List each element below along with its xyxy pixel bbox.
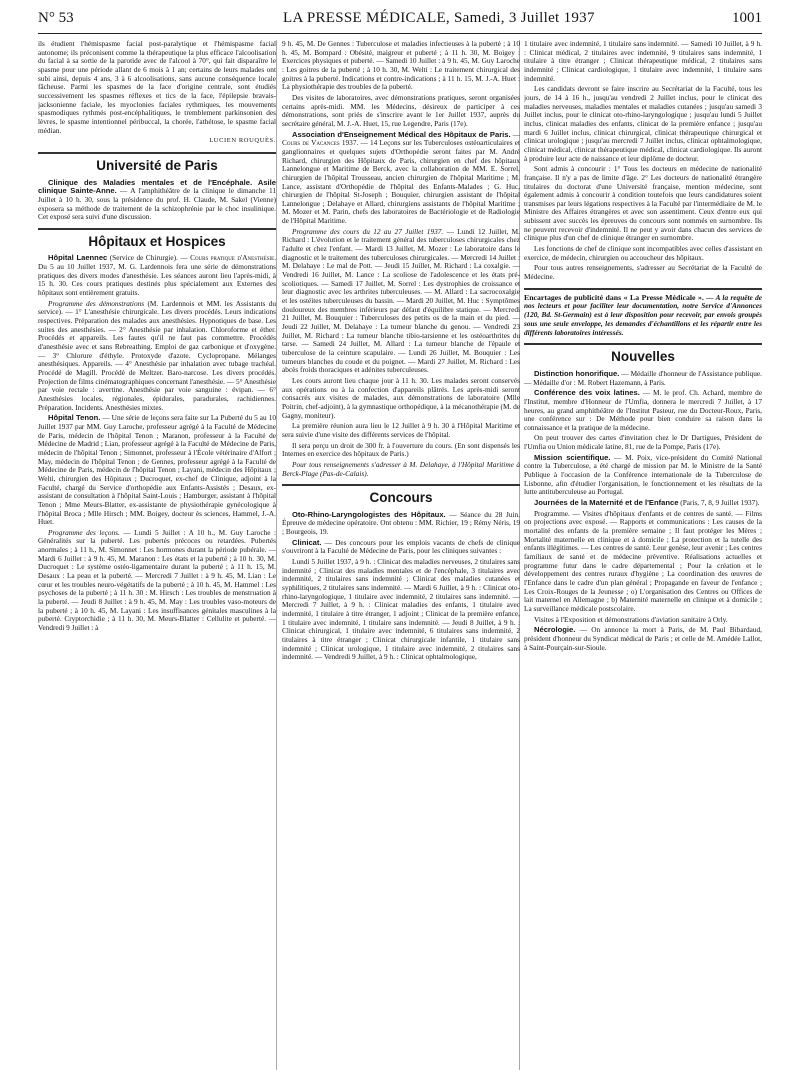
advert-heading: Encartages de publicité dans « La Presse Médicale ». [524, 292, 704, 302]
item-heading: Hôpital Laennec [48, 253, 108, 263]
section-rule [524, 288, 762, 290]
item-text: — Lundi 5 Juillet : A 10 h., M. Guy Laroche : Généralités sur la puberté. Les pubertés précoces ou retardées. Pubertés anormales ; à 11 h., M. Simonnet : Les hormones durant la période pubérale. — Mardi 6 Juillet : à 9 h. 45, M. Maranon : Les états et la puberté ; à 10 h. 30, M. Ducroquet : Le système ostéo-ligamentaire durant la puberté ; à 11 h. 15, M. Desaux : La peau et la puberté. — Mercredi 7 Juillet : à 9 h. 45, M. Lian : Le cœur et les troubles neuro-végétatifs de la puberté ; à 10 h. 45, M. Hammel : Les psychoses de la puberté ; à 11 h. 30 : M. Hirsch : Les troubles de menstruation à la puberté. — Jeudi 8 Juillet : à 9 h. 45, M. May : Les troubles vaso-moteurs de la puberté ; à 10 h. 45, M. Layani : Les insuffisances génitales masculines à la puberté. Cryptorchidie ; à 11 h. 30, M. Meurs-Blatter : Cellulite et puberté. — Vendredi 9 Juillet : à [38, 527, 276, 633]
article-text: 1 titulaire avec indemnité, 1 titulaire sans indemnité. — Samedi 10 Juillet, à 9 h. : Clinicat médical, 2 titulaires avec indemnité, 9 titulaires sans indemnité, 1 titulaire à titre étranger ; Clinicat thérapeutique médical, 2 titulaires sans indemnité ; Clinicat cardiologique, 1 titulaire avec indemnité, 1 titulaire sans indemnité. [524, 40, 762, 83]
article-text: Visites à l'Exposition et démonstrations d'aviation sanitaire à Orly. [534, 614, 728, 624]
section-title-nouvelles: Nouvelles [611, 349, 675, 365]
section-rule [524, 343, 762, 345]
item-heading: Oto-Rhino-Laryngologistes des Hôpitaux. [292, 509, 446, 519]
article-text: On peut trouver des cartes d'invitation chez le Dr Dartigues, Président de l'Umfia ou Union médicale latine, 81, rue de la Pompe, Paris (17e). [524, 433, 762, 452]
item-subheading: (Paris, 7, 8, 9 Juillet 1937). [680, 498, 760, 508]
article-text: ils étudient l'hémispasme facial post-paralytique et l'hémispasme facial autonome; ils préconisent comme la thérapeutique la plus efficace l'alcoolisation du facial à sa sortie de la parotide avec de l'alcool à 70°, qui fait disparaître le spasme pour une période allant de 6 mois à 1 an; certains de leurs malades ont subi ainsi, depuis 4 ans, 3 à 6 alcoolisations, sans aucune conséquence locale fâcheuse. Parmi les spasmes de la face d'origine centrale, sont étudiés successivement les spasmes réflexes et tics de la face, l'épilepsie bravais-jacksonienne faciale, les myoclonies faciales rythmiques, les mouvements spasmodiques rythmés post-encéphalitiques, le tremblement parkinsonien des lèvres, le spasme intentionnel péribuccal, la chorée, l'athétose, le spasme facial médian. [38, 40, 276, 135]
journal-title: LA PRESSE MÉDICALE, Samedi, 3 Juillet 1937 [283, 10, 595, 26]
article-text: La première réunion aura lieu le 12 Juillet à 9 h. 30 à l'Hôpital Maritime et sera suivie d'une visite des différents services de l'hôpital. [282, 421, 520, 439]
programme-label: Programme des cours du 12 au 27 Juillet 1937. [292, 226, 444, 236]
item-text: — M. le prof. Ch. Achard, membre de l'Institut, membre d'Honneur de l'Umfia, donnera le mercredi 7 Juillet, à 17 heures, au grand amphithéâtre de l'Institut Pasteur, rue du Docteur-Roux, Paris, une conférence sur : De Méthode pour bien conduire sa raison dans la connaissance et la pratique de la médecine. [524, 388, 762, 432]
section-rule [38, 228, 276, 230]
item-text: — Lundi 12 Juillet, M. Richard : L'évolution et le traitement général des tuberculoses chirurgicales chez l'adulte et chez l'enfant. — Mardi 13 Juillet, M. Mozer : Le laboratoire dans le diagnostic et le traitement des tuberculoses chirurgicales. — Mercredi 14 Juillet : M. Delahaye : Le mal de Pott. — Jeudi 15 Juillet, M. Richard : La coxalgie. — Vendredi 16 Juillet, M. Lance : La scoliose de l'adolescence et les états pré-scoliotiques. — Samedi 17 Juillet, M. Sorrel : Les dystrophies de croissance et leur diagnostic avec les arthrites tuberculeuses. — M. Allard : La sacrocoxalgie et les ostéites tuberculeuses du bassin. — Mardi 20 Juillet, M. Huc : Symptômes douloureux des membres inférieurs par défaut d'équilibre statique. — Mercredi 21 Juillet, M. Bouquier : Tuberculoses des petits os de la main et du pied. — Jeudi 22 Juillet, M. Delahaye : La tumeur blanche du genou. — Vendredi 23 Juillet, M. Richard : La tumeur blanche tibio-tarsienne et les ostéoarthrites du tarse. — Samedi 24 Juillet, M. Allard : La tumeur blanche de l'épaule et tuberculose de la ceinture scapulaire. — Lundi 26 Juillet, M. Bouquier : Les tumeurs blanches du coude et du poignet. — Mardi 27 Juillet, M. Richard : Les abcès froids thoraciques et adénites tuberculeuses. [282, 226, 520, 375]
item-text: — Des concours pour les emplois vacants de chefs de clinique s'ouvriront à la Faculté de Médecine de Paris, pour les cliniques suivantes : [282, 537, 520, 556]
item-text: — A l'amphithéâtre de la clinique le dimanche 11 Juillet à 10 h. 30, sous la présidence du prof. H. Claude, M. Sakel (Vienne) exposera sa méthode de traitement de la schizophrénie par le choc insulinique. Cet exposé sera suivi d'une discussion. [38, 186, 276, 222]
item-heading: Journées de la Maternité et de l'Enfance [534, 498, 679, 508]
section-title-hopitaux: Hôpitaux et Hospices [88, 233, 226, 249]
article-text: 9 h. 45, M. De Gennes : Tuberculose et maladies infectieuses à la puberté ; à 10 h. 45, M. Bompard : Obésité, maigreur et puberté ; à 11 h. 30, M. Boigey : Exercices physiques et puberté. — Samedi 10 Juillet : à 9 h. 45, M. Guy Laroche : Les goitres de la puberté ; à 10 h. 30, M. Welti : Le traitement chirurgical des goitres à la puberté. Indications et contre-indications ; à 11 h. 15, M. J.-A. Huet : La physiothérapie des troubles de la puberté. [282, 40, 520, 92]
article-text: Programme. — Visites d'hôpitaux d'enfants et de centres de santé. — Films on projections avec exposé. — Rapports et communications : Les causes de la mortalité des enfants de la première semaine ; Il faut protéger les Mères ; Mortalité maternelle en clinique et à domicile ; La protection et la tutelle des enfants illégitimes. — Les centres de santé. Leur genèse, leur avenir ; Les centres familiaux de santé et de médecine préventive. Réalisations actuelles et programme futur dans le cadre départemental ; Pour la création et le développement des centres ruraux d'hygiène ; La coordination des œuvres de l'Enfance dans le cadre d'un plan général ; Propagande en faveur de l'enfance ; Les Croix-Rouges de la Jeunesse ; o) L'organisation des Centres ou Offices de lait maternel en Allemagne ; b) Maternité maternelle en clinique et à domicile ; La surveillance médicale postscolaire. [524, 508, 762, 613]
article-text: Pour tous autres renseignements, s'adresser au Secrétariat de la Faculté de Médecine. [524, 263, 762, 282]
page-header [38, 10, 762, 32]
item-heading: Association d'Enseignement Médical des Hôpitaux de Paris. [292, 129, 511, 139]
author-signature: LUCIEN ROUQUÈS. [209, 137, 276, 145]
section-title-concours: Concours [369, 490, 433, 506]
item-text: — Une série de leçons sera faite sur La Puberté du 5 au 10 Juillet 1937 par MM. Guy Laroche, professeur agrégé à la Faculté de Médecine de Paris, médecin de l'hôpital Tenon ; Maranon, professeur à la Faculté de Médecine de Madrid ; Lian, professeur agrégé à la Faculté de Médecine de Paris, médecin de l'hôpital Tenon ; Simonnet, professeur à l'École vétérinaire d'Alfort ; May, médecin de l'hôpital Tenon ; de Gennes, professeur agrégé à la Faculté de Médecine de Paris, médecin de l'hôpital Tenon ; Layani, médecin des Hôpitaux ; Welti, chirurgien des Hôpitaux ; Ducroquet, ex-chef de Clinique, adjoint à la Faculté, chargé du Service d'orthopédie aux Enfants-Assistés ; Desaux, ex-assistant de consultation à l'hôpital Saint-Louis ; Hamburger, assistant à l'hôpital Tenon ; Mme Meurs-Blatter, ex-assistante de physiothérapie gynécologique à l'hôpital Broca ; Mlle Hirsch ; MM. Boigey, docteur ès sciences, Hammel, J.-A. Huet. [38, 413, 276, 527]
item-text: — Médaille d'honneur de l'Assistance publique. — Médaille d'or : M. Robert Hazemann, à Paris. [524, 368, 762, 387]
item-text: — M. Poix, vice-président du Comité National contre la Tuberculose, a été chargé de mission par M. le Ministre de la Santé Publique à l'occasion de la Conférence internationale de la Tuberculose de Lisbonne, afin d'étudier l'organisation, le fonctionnement et les résultats de la lutte antituberculeuse au Portugal. [524, 452, 762, 497]
article-text: Les cours auront lieu chaque jour à 11 h. 30. Les malades seront conservés aux opérations ou à la confection d'appareils plâtrés. Les après-midi seront consacrés aux visites de malades, aux démonstrations de laboratoire (Mlle Poitrin, chef-adjoint), à la gymnastique orthopédique, à la mécanothérapie (M. de Gagny, moniteur). [282, 375, 520, 420]
item-heading: Distinction honorifique. [534, 368, 620, 378]
column-1 [38, 40, 276, 1070]
column-divider [276, 40, 277, 1070]
article-text: Les candidats devront se faire inscrire au Secrétariat de la Faculté, tous les jours, de 14 à 16 h., jusqu'au vendredi 2 Juillet inclus, pour le clinicat des maladies nerveuses, maladies mentales et maladies cutanées ; jusqu'au samedi 3 Juillet inclus, pour le clinicat oto-rhino-laryngologique ; jusqu'au lundi 5 Juillet inclus, clinicat maladies des enfants, clinicat de la première enfance ; jusqu'au mardi 6 Juillet inclus, clinicat chirurgical, clinicat thérapeutique chirurgical et clinicat urologique ; jusqu'au mercredi 7 Juillet inclus, clinicat ophtalmologique, clinicat médical, clinicat thérapeutique médical, clinicat cardiologique. Ils auront à produire leur acte de naissance et leur diplôme de docteur. [524, 84, 762, 163]
issue-number: N° 53 [38, 10, 74, 26]
section-title-universite: Université de Paris [96, 157, 218, 173]
item-heading: Clinique des Maladies mentales et de l'Encéphale. Asile clinique Sainte-Anne. [38, 177, 276, 196]
section-rule [282, 484, 520, 486]
item-text: Du 5 au 10 Juillet 1937, M. G. Lardennois fera une série de démonstrations pratiques des divers modes d'anesthésie. Les séances auront lieu l'après-midi, à 15 h. 30. Ces cours pratiques destinés plus spécialement aux Externes des hôpitaux sont entièrement gratuits. [38, 262, 276, 298]
article-text: Les fonctions de chef de clinique sont incompatibles avec celles d'assistant en exercice, de médecin, chirurgien ou accoucheur des hôpitaux. [524, 244, 762, 262]
article-text: Il sera perçu un droit de 300 fr. à l'ouverture du cours. (En sont dispensés les Internes en exercice des hôpitaux de Paris.) [282, 440, 520, 459]
article-text: Des visites de laboratoires, avec démonstrations pratiques, seront organisées certains après-midi. MM. les Médecins, désireux de participer à ces démonstrations, sont priés de s'inscrire avant le 1er Juillet 1937, auprès du secrétaire général, M. J.-A. Huet, 15, rue Legendre, Paris (17e). [282, 92, 520, 128]
programme-label: Programme des leçons. [48, 527, 120, 537]
item-heading: Conférence des voix latines. [534, 388, 640, 398]
item-subheading: (Service de Chirurgie). [109, 253, 178, 263]
item-heading: Nécrologie. [534, 625, 576, 635]
article-text: Pour tous renseignements s'adresser à M. Delahaye, à l'Hôpital Maritime à Berck-Plage (Pas-de-Calais). [282, 459, 520, 478]
item-heading: Mission scientifique. [534, 452, 611, 462]
item-subheading: — Cours pratique d'Anesthésie. [180, 253, 276, 263]
item-heading: Hôpital Tenon. [48, 413, 101, 423]
column-2 [282, 40, 520, 1070]
item-text: — 14 Leçons sur les Tuberculoses ostéoarticulaires et ganglionnaires et quelques sujets d'Orthopédie seront faites par M. André Richard, chirurgien des Hôpitaux de Paris, chirurgien en chef des hôpitaux Lannelongue et Maritime de Berck, avec la collaboration de MM. E. Sorrel, chirurgien de l'hôpital Trousseau, ancien chirurgien de l'hôpital Maritime ; M. Lance, assistant d'Orthopédie de l'hôpital des Enfants-Malades ; G. Huc, chirurgien de l'hôpital St-Joseph ; Bouquier, chirurgien assistant de l'hôpital Lannelongue ; Delahaye et Allard, chirurgiens assistants de l'hôpital Maritime ; M. Mozer et M. Parin, chefs des laboratoires de Bactériologie et de Radiologie de l'Hôpital Maritime. [282, 138, 520, 226]
column-3 [524, 40, 762, 1070]
article-text: Sont admis à concourir : 1° Tous les docteurs en médecine de nationalité française. Il n'y a pas de limite d'âge. 2° Les docteurs de nationalité étrangère titulaires du doctorat d'une Université française, mention médecine, sont également admis à concourir à condition toutefois que leurs candidatures soient transmises par leurs légations respectives à la Faculté par l'intermédiaire de M. le Ministre des Affaires étrangères et avec son assentiment. Ceux d'entre eux qui subissent avec succès les épreuves du concours sont nommés en surnombre. Ils ne peuvent recevoir d'indemnité. Il ne peut y avoir dans chacun des services de clinique plus d'un chef de clinique étranger en surnombre. [524, 164, 762, 243]
item-heading: Clinicat. [292, 537, 322, 547]
page-number: 1001 [732, 10, 762, 26]
section-rule [38, 152, 276, 154]
header-rule [38, 33, 762, 34]
item-text: — Séance du 28 Juin. Épreuve de médecine opératoire. Ont obtenu : MM. Richier, 19 ; Rémy Néris, 19 ; Bourgeois, 19. [282, 509, 520, 537]
programme-label: Programme des démonstrations [48, 298, 145, 308]
item-text: — On annonce la mort à Paris, de M. Paul Bibardaud, président d'honneur du Syndicat médical de Paris ; et celle de M. Amédée Lallot, à Saint-Pourçain-sur-Sioule. [524, 625, 762, 652]
item-subheading: — Cours de Vacances 1937. [282, 129, 520, 148]
item-text: (M. Lardennois et MM. les Assistants du service). — 1° L'anesthésie chirurgicale. Les divers procédés. Leurs indications respectives. Préparation des malades aux anesthésies. Hypnotiques de base. Les suites des anesthésies. — 2° Anesthésie par inhalation. Chloroforme et éther. Procédés et appareils. Les fautes qu'il ne faut pas commettre. Procédés d'anesthésie avec et sans Rebreathing. Emploi de gaz carbonique et d'oxygène. — 3° Chlorure d'éthyle. Protoxyde d'azote. Cyclopropane. Mélanges anesthésiques. Appareils. — 4° Anesthésie par inhalation avec tubage trachéal. Procédé de Magill. Procédé de Meltzer. Baro-narcose. Les divers procédés. Projection de films cinématographiques concernant l'anesthésie. — 5° Anesthésie par voie rectale : avertine. Anesthésie par voie sanguine : évipan. — 6° Anesthésies locales, régionales, épidurales, paradurales, rachidiennes. Préparation. Incidents. Anesthésies mixtes. [38, 298, 276, 412]
advert-text: — A la requête de nos lecteurs et pour faciliter leur documentation, notre Service d'Annonces (120, Bd. St-Germain) est à leur disposition pour recevoir, par envois groupés sous une seule enveloppe, les demandes d'échantillons et les répartir entre les différents laboratoires intéressés. [524, 292, 762, 337]
article-text: Lundi 5 Juillet 1937, à 9 h. : Clinicat des maladies nerveuses, 2 titulaires sans indemnité ; Clinicat des maladies mentales et de l'encéphale, 3 titulaires avec indemnité, 2 titulaires sans indemnité ; Clinicat des maladies cutanées et syphilitiques, 2 titulaires sans indemnité. — Mardi 6 Juillet, à 9 h. : Clinicat oto-rhino-laryngologique, 1 titulaire avec indemnité, 2 titulaires sans indemnité. — Mercredi 7 Juillet, à 9 h. : Clinicat maladies des enfants, 1 titulaire avec indemnité, 1 titulaire à titre étranger, 1 adjoint ; Clinicat de la première enfance, 1 titulaire avec indemnité, 1 titulaire sans indemnité. — Jeudi 8 Juillet, à 9 h. : Clinicat chirurgical, 1 titulaire avec indemnité, 6 titulaires sans indemnité, 2 titulaires à titre étranger ; Clinicat chirurgicale infantile, 1 titulaire sans indemnité ; Clinicat urologique, 1 titulaire avec indemnité, 2 titulaires sans indemnité. — Vendredi 9 Juillet, à 9 h. : Clinicat ophtalmologique, [282, 557, 520, 662]
advert-notice [524, 294, 762, 338]
